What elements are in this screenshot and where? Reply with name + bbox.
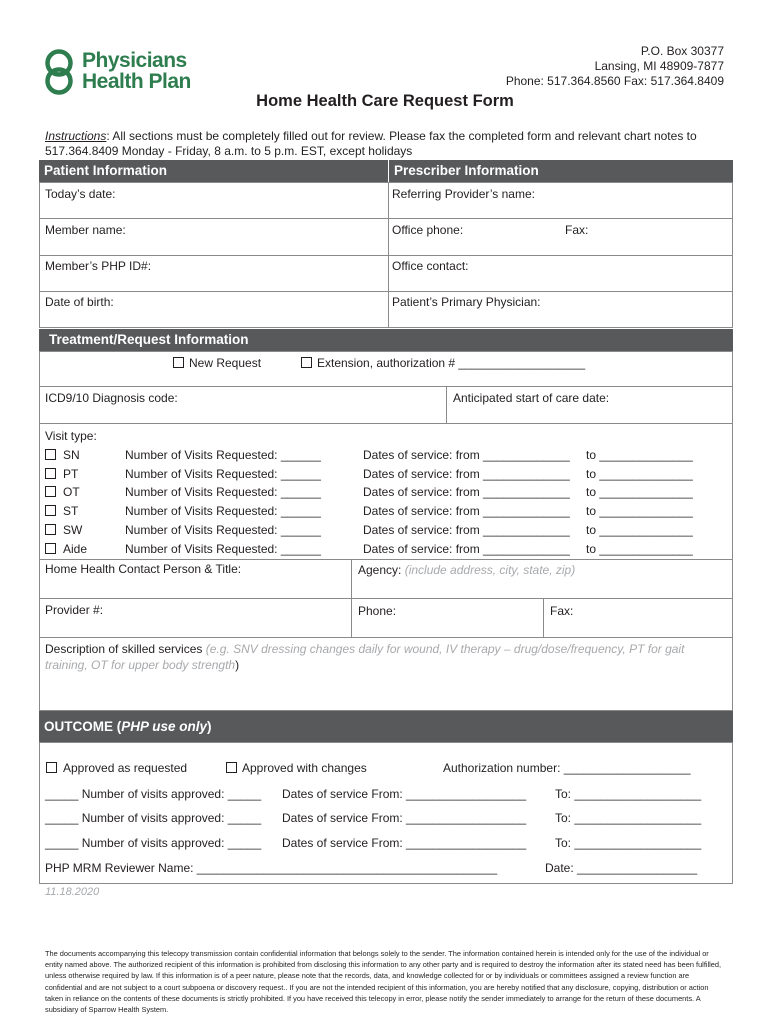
- reviewer-date-field[interactable]: Date: __________________: [545, 861, 698, 875]
- primary-physician-field[interactable]: Patient’s Primary Physician:: [392, 295, 541, 309]
- address-line-3: Phone: 517.364.8560 Fax: 517.364.8409: [505, 74, 724, 88]
- visit-aide-checkbox[interactable]: [45, 543, 56, 554]
- form-title: Home Health Care Request Form: [256, 92, 514, 110]
- office-phone-field[interactable]: Office phone:: [392, 223, 464, 237]
- confidentiality-disclaimer: The documents accompanying this telecopy transmission contain confidential information that belongs solely to the sender. The information contained herein is intended only for the use of the individual or entity named above. The authorized recipient of this information is prohibited from disclosing this information to any other party and is required to destroy the information after its stated need has been fulfilled, unless otherwise required by law. If this information is of a peer nature, please note that the records, data, and knowledge collected for or by individuals or committees assigned a review function are confidential and are not subject to a court subpoena or discovery request.. If you are not the intended recipient of this information, you are hereby notified that any disclosure, copying, distribution or action taken in reliance on the contents of these documents is strictly prohibited. If you have received this telecopy in error, please notify the sender immediately to arrange for the return of these documents. A subsidiary of Sparrow Health System.: [45, 949, 722, 1015]
- visit-type-name: ST: [63, 504, 79, 518]
- visits-approved-field[interactable]: _____ Number of visits approved: _____: [45, 787, 262, 801]
- logo-wordmark: [82, 50, 191, 92]
- prescriber-fax-field[interactable]: Fax:: [565, 223, 589, 237]
- dates-from-field[interactable]: Dates of service: from _____________: [363, 448, 570, 462]
- new-request-label: New Request: [189, 356, 262, 370]
- visit-type-label: Visit type:: [45, 429, 97, 443]
- visit-ot-checkbox[interactable]: [45, 486, 56, 497]
- address-block: [506, 44, 724, 89]
- visit-type-name: Aide: [63, 542, 88, 556]
- new-request-checkbox[interactable]: [173, 357, 184, 368]
- skilled-services-close: ): [235, 658, 240, 672]
- outcome-heading: [39, 711, 733, 742]
- dates-from-field[interactable]: Dates of service: from _____________: [363, 485, 570, 499]
- logo-line-2: Health Plan: [82, 70, 191, 93]
- agency-fax-field[interactable]: Fax:: [550, 604, 574, 618]
- instructions: [45, 129, 735, 159]
- patient-info-heading: Patient Information: [39, 160, 388, 182]
- grid-divider: [39, 423, 733, 424]
- provider-number-field[interactable]: Provider #:: [45, 603, 104, 617]
- office-contact-field[interactable]: Office contact:: [392, 259, 469, 273]
- address-line-2: Lansing, MI 48909-7877: [594, 59, 724, 73]
- icd-diagnosis-field[interactable]: ICD9/10 Diagnosis code:: [45, 391, 178, 405]
- approved-changes-label: Approved with changes: [242, 761, 367, 775]
- approved-changes-checkbox[interactable]: [226, 762, 237, 773]
- visits-requested-field[interactable]: Number of Visits Requested: ______: [125, 542, 321, 556]
- visits-requested-field[interactable]: Number of Visits Requested: ______: [125, 504, 321, 518]
- visit-pt-checkbox[interactable]: [45, 468, 56, 479]
- approved-dates-to-field[interactable]: To: ___________________: [555, 811, 702, 825]
- start-of-care-field[interactable]: Anticipated start of care date:: [453, 391, 610, 405]
- visits-requested-field[interactable]: Number of Visits Requested: ______: [125, 467, 321, 481]
- approved-dates-from-field[interactable]: Dates of service From: __________________: [282, 787, 527, 801]
- instructions-label: Instructions: [45, 129, 107, 143]
- visit-sw-checkbox[interactable]: [45, 524, 56, 535]
- visit-type-name: OT: [63, 485, 80, 499]
- grid-divider: [39, 559, 733, 560]
- approved-dates-from-field[interactable]: Dates of service From: __________________: [282, 836, 527, 850]
- visits-approved-field[interactable]: _____ Number of visits approved: _____: [45, 811, 262, 825]
- approved-dates-to-field[interactable]: To: ___________________: [555, 787, 702, 801]
- outcome-heading-italic: PHP use only: [121, 719, 208, 734]
- logo-line-1: Physicians: [82, 49, 187, 72]
- dates-from-field[interactable]: Dates of service: from _____________: [363, 542, 570, 556]
- dates-to-field[interactable]: to ______________: [586, 485, 693, 499]
- visit-type-name: PT: [63, 467, 79, 481]
- dates-to-field[interactable]: to ______________: [586, 448, 693, 462]
- visit-type-name: SW: [63, 523, 83, 537]
- agency-label: Agency:: [358, 563, 402, 577]
- visit-sn-checkbox[interactable]: [45, 449, 56, 460]
- visits-requested-field[interactable]: Number of Visits Requested: ______: [125, 485, 321, 499]
- todays-date-field[interactable]: Today’s date:: [45, 187, 116, 201]
- member-name-field[interactable]: Member name:: [45, 223, 126, 237]
- grid-divider: [39, 291, 733, 292]
- visits-approved-field[interactable]: _____ Number of visits approved: _____: [45, 836, 262, 850]
- referring-provider-field[interactable]: Referring Provider’s name:: [392, 187, 535, 201]
- contact-person-field[interactable]: Home Health Contact Person & Title:: [45, 562, 242, 576]
- skilled-services-label: Description of skilled services: [45, 642, 203, 656]
- date-of-birth-field[interactable]: Date of birth:: [45, 295, 114, 309]
- php-logo-icon: [42, 48, 76, 96]
- address-line-1: P.O. Box 30377: [640, 44, 724, 58]
- member-id-field[interactable]: Member’s PHP ID#:: [45, 259, 152, 273]
- grid-divider: [39, 255, 733, 256]
- dates-to-field[interactable]: to ______________: [586, 504, 693, 518]
- agency-field[interactable]: [358, 563, 575, 577]
- visit-st-checkbox[interactable]: [45, 505, 56, 516]
- grid-divider: [39, 637, 733, 638]
- grid-divider: [446, 386, 447, 423]
- outcome-heading-main: OUTCOME (: [44, 719, 122, 734]
- extension-checkbox[interactable]: [301, 357, 312, 368]
- visits-requested-field[interactable]: Number of Visits Requested: ______: [125, 523, 321, 537]
- approved-dates-from-field[interactable]: Dates of service From: __________________: [282, 811, 527, 825]
- dates-to-field[interactable]: to ______________: [586, 523, 693, 537]
- dates-to-field[interactable]: to ______________: [586, 467, 693, 481]
- dates-from-field[interactable]: Dates of service: from _____________: [363, 504, 570, 518]
- agency-hint: (include address, city, state, zip): [404, 563, 576, 577]
- dates-from-field[interactable]: Dates of service: from _____________: [363, 523, 570, 537]
- dates-to-field[interactable]: to ______________: [586, 542, 693, 556]
- approved-dates-to-field[interactable]: To: ___________________: [555, 836, 702, 850]
- skilled-services-field[interactable]: [45, 641, 684, 673]
- skilled-services-hint-2: training, OT for upper body strength: [45, 658, 236, 672]
- approved-checkbox[interactable]: [46, 762, 57, 773]
- treatment-info-heading: Treatment/Request Information: [39, 329, 733, 351]
- skilled-services-hint: (e.g. SNV dressing changes daily for wound, IV therapy – drug/dose/frequency, PT for gait: [202, 642, 685, 656]
- instructions-text: : All sections must be completely filled out for review. Please fax the completed form and relevant chart notes to 517.364.8409 Monday - Friday, 8 a.m. to 5 p.m. EST, except holidays: [45, 129, 697, 158]
- agency-phone-field[interactable]: Phone:: [358, 604, 397, 618]
- reviewer-name-field[interactable]: PHP MRM Reviewer Name: _____________________________________________: [45, 861, 498, 875]
- outcome-heading-close: ): [207, 719, 212, 734]
- visits-requested-field[interactable]: Number of Visits Requested: ______: [125, 448, 321, 462]
- authorization-number-field[interactable]: Authorization number: ___________________: [443, 761, 691, 775]
- grid-divider: [39, 598, 733, 599]
- extension-label: Extension, authorization # ___________________: [317, 356, 586, 370]
- grid-divider: [39, 218, 733, 219]
- grid-divider: [39, 386, 733, 387]
- visit-type-name: SN: [63, 448, 80, 462]
- approved-label: Approved as requested: [63, 761, 188, 775]
- form-revision-date: 11.18.2020: [45, 886, 100, 898]
- dates-from-field[interactable]: Dates of service: from _____________: [363, 467, 570, 481]
- grid-divider: [543, 598, 544, 637]
- prescriber-info-heading: Prescriber Information: [388, 160, 733, 182]
